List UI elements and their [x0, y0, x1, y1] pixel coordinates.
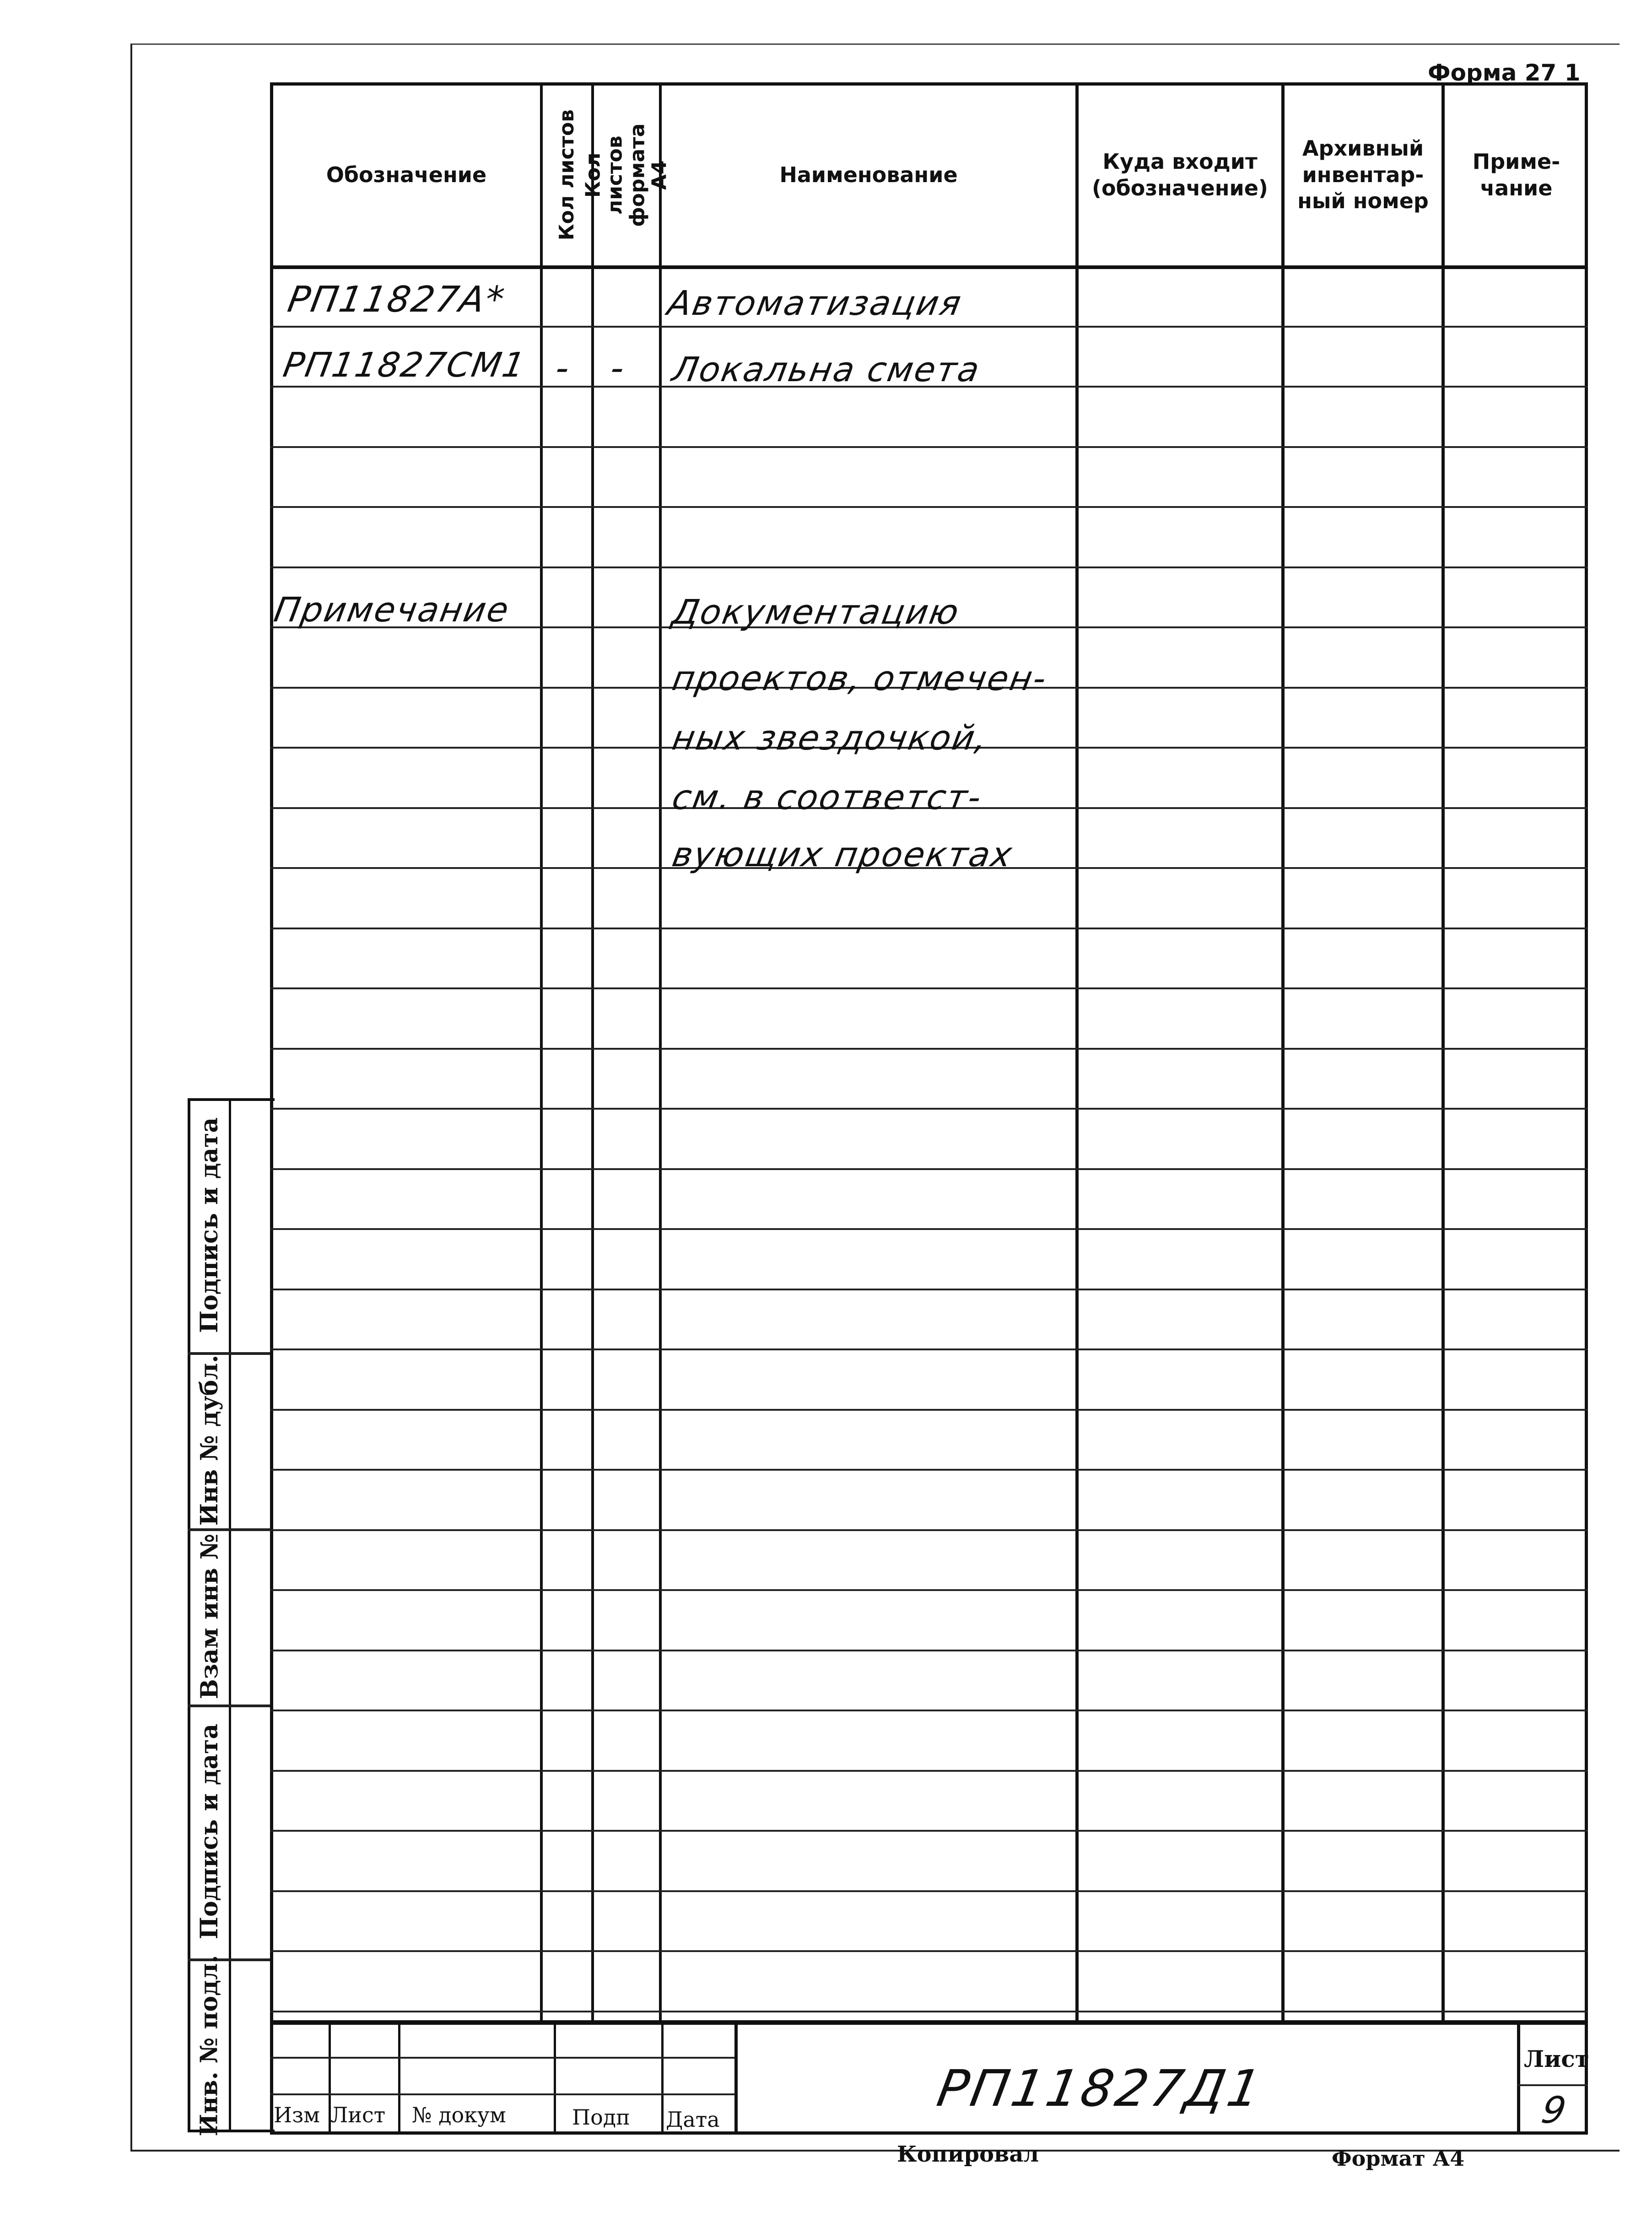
table-row-line — [270, 326, 1588, 328]
footer-copied: Копировал — [897, 2141, 1039, 2167]
tb-label-signature: Подп — [572, 2105, 630, 2130]
row-3-designation: Примечание — [271, 590, 513, 630]
footer-format: Формат А4 — [1332, 2146, 1465, 2171]
table-row-line — [270, 1048, 1588, 1050]
table-row-line — [270, 1890, 1588, 1892]
table-row-line — [270, 1830, 1588, 1832]
table-row-line — [270, 1710, 1588, 1711]
row-2-name: Локальна смета — [669, 350, 984, 389]
row-2-sheets-a4: - — [607, 348, 629, 389]
tb-col-5 — [734, 2020, 738, 2135]
table-row-line — [270, 1228, 1588, 1230]
row-1-designation: РП11827А* — [285, 279, 509, 320]
table-row-line — [270, 566, 1588, 568]
table-row-line — [270, 1469, 1588, 1471]
col-divider-1 — [540, 82, 543, 2025]
side-label-sign-date-2: Подпись и дата — [195, 1723, 224, 1940]
tb-col-3 — [554, 2020, 556, 2135]
col-divider-4 — [1075, 82, 1079, 2025]
col-divider-6 — [1441, 82, 1445, 2025]
side-label-inv-dupl: Инв № дубл. — [195, 1354, 224, 1526]
row-3-name: Документацию — [669, 593, 963, 632]
header-archive-number: Архивный инвентар- ный номер — [1297, 136, 1429, 214]
tb-label-change: Изм — [274, 2103, 320, 2127]
table-row-line — [270, 2011, 1588, 2012]
table-row-line — [270, 1289, 1588, 1290]
side-label-inv-orig: Инв. № подл. — [195, 1954, 224, 2136]
tb-sheet-label: Лист — [1524, 2045, 1589, 2072]
col-divider-3 — [659, 82, 662, 2025]
col-divider-2 — [591, 82, 594, 2025]
table-row-line — [270, 928, 1588, 929]
row-6-name: см. в соответст- — [669, 778, 986, 817]
table-row-line — [270, 1589, 1588, 1591]
tb-col-6 — [1517, 2020, 1520, 2135]
table-row-line — [270, 506, 1588, 508]
header-designation: Обозначение — [326, 162, 487, 187]
table-row-line — [270, 1770, 1588, 1772]
row-1-name: Автоматизация — [664, 284, 966, 323]
col-divider-5 — [1281, 82, 1285, 2025]
tb-col-4 — [661, 2020, 664, 2135]
tb-row-1 — [270, 2057, 734, 2059]
tb-col-2 — [398, 2020, 400, 2135]
row-7-name: вующих проектах — [669, 835, 1016, 874]
table-row-line — [270, 446, 1588, 448]
table-row-line — [270, 987, 1588, 989]
table-row-line — [270, 1950, 1588, 1952]
table-row-line — [270, 1650, 1588, 1651]
side-label-replace-inv: Взам инв № — [195, 1533, 223, 1699]
table-row-line — [270, 1409, 1588, 1411]
header-name: Наименование — [779, 162, 958, 187]
header-note: Приме- чание — [1472, 149, 1560, 200]
tb-doc-code: РП11827Д1 — [933, 2059, 1268, 2118]
row-2-sheets: - — [552, 348, 574, 389]
tb-label-date: Дата — [666, 2107, 720, 2132]
tb-row-2 — [270, 2093, 734, 2095]
table-row-line — [270, 1108, 1588, 1110]
tb-label-sheet: Лист — [330, 2103, 386, 2127]
row-5-name: ных звездочкой, — [669, 718, 992, 758]
side-label-sign-date-1: Подпись и дата — [195, 1117, 224, 1333]
tb-sheet-sep — [1517, 2084, 1588, 2086]
row-2-designation: РП11827СМ1 — [280, 345, 529, 385]
row-4-name: проектов, отмечен- — [669, 659, 1051, 698]
header-sheets-count-a4: Кол листов формата А4 — [581, 123, 671, 227]
tb-label-doc-no: № докум — [412, 2103, 506, 2127]
table-row-line — [270, 1529, 1588, 1531]
tb-sheet-number: 9 — [1538, 2089, 1571, 2131]
header-sheets-count: Кол листов — [555, 109, 578, 241]
table-row-line — [270, 1168, 1588, 1170]
form-label: Форма 27 1 — [1428, 59, 1581, 86]
header-separator — [270, 265, 1588, 269]
header-included-in: Куда входит (обозначение) — [1092, 149, 1268, 200]
table-row-line — [270, 1348, 1588, 1350]
